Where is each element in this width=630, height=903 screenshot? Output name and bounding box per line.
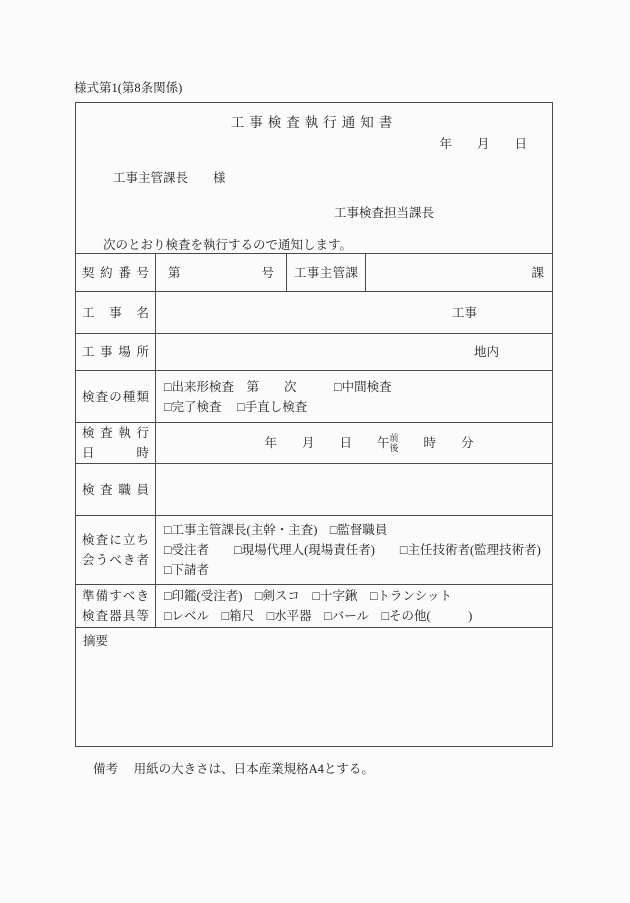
inspection-type-options-line2: □完了検査 □手直し検査 [164, 399, 308, 414]
inspectors-cell [156, 464, 552, 515]
inspection-type-row [76, 370, 552, 422]
inspection-type-label [76, 371, 156, 422]
pm-label: 後 [389, 443, 399, 453]
equipment-label-line1: 準備すべき [82, 589, 149, 603]
work-site-suffix: 地内 [473, 345, 499, 359]
contract-number-prefix: 第 [168, 265, 181, 280]
inspection-type-label-text: 検査の種類 [82, 389, 149, 404]
attendees-cell [156, 516, 552, 584]
attendees-label-line2: 会うべき者 [82, 553, 149, 567]
work-name-cell [156, 292, 552, 333]
inspection-datetime-label-line1: 検査執行 [82, 426, 149, 440]
work-name-row [76, 291, 552, 333]
contract-number-cell [156, 254, 286, 291]
inspection-datetime-label [76, 423, 156, 463]
inspection-datetime-label-line2: 日時 [82, 446, 149, 460]
equipment-row [76, 584, 552, 627]
contract-number-suffix: 号 [261, 265, 274, 280]
inspectors-label-text: 検査職員 [82, 482, 149, 497]
attendees-options-line2: □受注者 □現場代理人(現場責任者) □主任技術者(監理技術者) [164, 543, 541, 557]
form-title: 工事検査執行通知書 [230, 115, 398, 130]
datetime-prefix: 年 月 日 午 [264, 436, 390, 450]
work-site-label-text: 工事場所 [82, 345, 149, 359]
summary-row [76, 627, 552, 746]
work-site-cell [156, 334, 552, 370]
equipment-options-line2: □レベル □箱尺 □水平器 □バール □その他( ) [164, 609, 473, 623]
dept-label [286, 254, 366, 291]
inspection-type-cell [156, 371, 552, 422]
equipment-label [76, 585, 156, 627]
remarks-note: 備考 用紙の大きさは、日本産業規格A4とする。 [93, 762, 374, 776]
am-pm-stack [389, 433, 398, 453]
attendees-options-line1: □工事主管課長(主幹・主査) □監督職員 [164, 523, 388, 537]
form-header [76, 103, 552, 253]
dept-cell [366, 254, 552, 291]
am-label: 前 [389, 433, 399, 443]
contract-number-label-text: 契約番号 [82, 265, 149, 280]
equipment-options-line1: □印鑑(受注者) □剣スコ □十字鍬 □トランシット [164, 589, 452, 603]
inspection-datetime-row [76, 422, 552, 463]
attendees-label-line1: 検査に立ち [82, 533, 149, 547]
inspection-type-options-line1: □出来形検査 第 次 □中間検査 [164, 379, 392, 394]
work-name-suffix: 工事 [451, 305, 477, 320]
contract-number-row [76, 253, 552, 291]
equipment-cell [156, 585, 552, 627]
inspection-datetime-cell [156, 423, 552, 463]
attendees-row [76, 515, 552, 584]
work-name-label-text: 工事名 [82, 305, 149, 320]
datetime-suffix: 時 分 [398, 436, 474, 450]
date-line: 年 月 日 [439, 137, 527, 151]
dept-suffix: 課 [531, 265, 544, 280]
equipment-label-line2: 検査器具等 [82, 609, 149, 623]
contract-number-label [76, 254, 156, 291]
notice-form-table [75, 102, 553, 747]
attendees-options-line3: □下請者 [164, 563, 210, 577]
inspectors-row [76, 463, 552, 515]
inspectors-label [76, 464, 156, 515]
dept-label-text: 工事主管課 [294, 265, 358, 280]
notice-sentence: 次のとおり検査を執行するので通知します。 [103, 238, 353, 252]
work-site-row [76, 333, 552, 370]
summary-label: 摘要 [83, 634, 109, 648]
work-name-label [76, 292, 156, 333]
attendees-label [76, 516, 156, 584]
addressee-line: 工事主管課長 様 [113, 171, 226, 185]
work-site-label [76, 334, 156, 370]
sender-line: 工事検査担当課長 [334, 206, 435, 220]
form-number-label: 様式第1(第8条関係) [74, 81, 183, 95]
